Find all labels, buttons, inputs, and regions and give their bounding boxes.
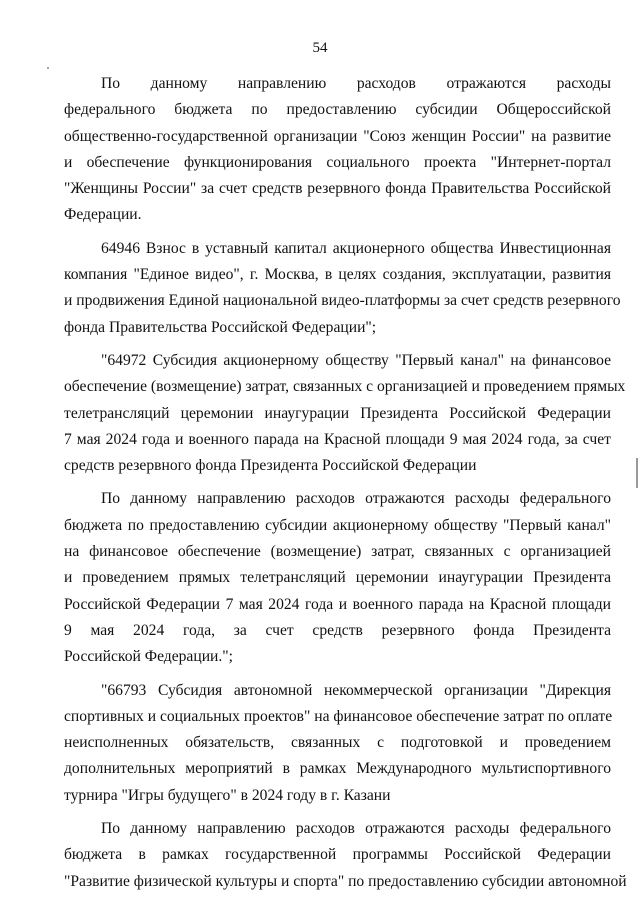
scan-edge-mark <box>636 458 638 488</box>
text-line: и обеспечение функционирования социального проекта "Интернет-портал <box>64 153 611 171</box>
text-line: дополнительных мероприятий в рамках Международного мультиспортивного <box>64 760 611 778</box>
page-number: 54 <box>312 40 328 56</box>
document-body <box>64 71 627 895</box>
text-line: По данному направлению расходов отражаются расходы федерального <box>101 490 611 508</box>
text-line: на финансовое обеспечение (возмещение) затрат, связанных с организацией <box>64 543 611 561</box>
text-line: бюджета в рамках государственной программы Российской Федерации <box>64 846 611 864</box>
text-line: и проведением прямых телетрансляций церемонии инаугурации Президента <box>64 569 611 587</box>
text-line: спортивных и социальных проектов" на финансовое обеспечение затрат по оплате <box>64 707 613 725</box>
paragraph-code-66793 <box>64 678 611 809</box>
text-line: обеспечение (возмещение) затрат, связанных с организацией и проведением прямых <box>64 378 626 396</box>
text-line: Российской Федерации 7 мая 2024 года и военного парада на Красной площади <box>64 595 611 613</box>
text-line: телетрансляций церемонии инаугурации Президента Российской Федерации <box>64 404 611 422</box>
text-line: "66793 Субсидия автономной некоммерческой организации "Дирекция <box>101 681 611 699</box>
paragraph-code-64946 <box>64 236 621 341</box>
scan-speck <box>47 67 49 69</box>
paragraph-code-64972 <box>64 348 626 479</box>
text-line: 9 мая 2024 года, за счет средств резервного фонда Президента <box>64 621 611 639</box>
text-line: По данному направлению расходов отражаются расходы <box>101 75 611 92</box>
text-line: "Развитие физической культуры и спорта" по предоставлению субсидии автономной <box>64 872 627 890</box>
paragraph-expense-direction-first-channel <box>64 486 611 670</box>
text-line: Федерации. <box>64 206 142 224</box>
text-line: федерального бюджета по предоставлению субсидии Общероссийской <box>64 101 611 119</box>
paragraph-expense-direction-sports <box>64 816 627 895</box>
text-line: "64972 Субсидия акционерному обществу "Первый канал" на финансовое <box>101 351 611 369</box>
text-line: 64946 Взнос в уставный капитал акционерного общества Инвестиционная <box>101 239 611 257</box>
text-line: компания "Единое видео", г. Москва, в целях создания, эксплуатации, развития <box>64 266 611 284</box>
text-line: бюджета по предоставлению субсидии акционерному обществу "Первый канал" <box>64 516 611 534</box>
text-line: общественно-государственной организации "Союз женщин России" на развитие <box>64 127 611 145</box>
text-line: Российской Федерации."; <box>64 648 233 666</box>
text-line: средств резервного фонда Президента Российской Федерации <box>64 457 477 475</box>
text-line: и продвижения Единой национальной видео-платформы за счет средств резервного <box>64 292 621 310</box>
text-line: "Женщины России" за счет средств резервного фонда Правительства Российской <box>64 180 611 198</box>
text-line: турнира "Игры будущего" в 2024 году в г. Казани <box>64 786 391 804</box>
text-line: неисполненных обязательств, связанных с подготовкой и проведением <box>64 734 611 752</box>
text-line: По данному направлению расходов отражаются расходы федерального <box>101 820 611 838</box>
text-line: 7 мая 2024 года и военного парада на Красной площади 9 мая 2024 года, за счет <box>64 430 611 448</box>
text-line: фонда Правительства Российской Федерации"; <box>64 318 377 336</box>
paragraph-expense-direction-women-union <box>64 71 611 229</box>
